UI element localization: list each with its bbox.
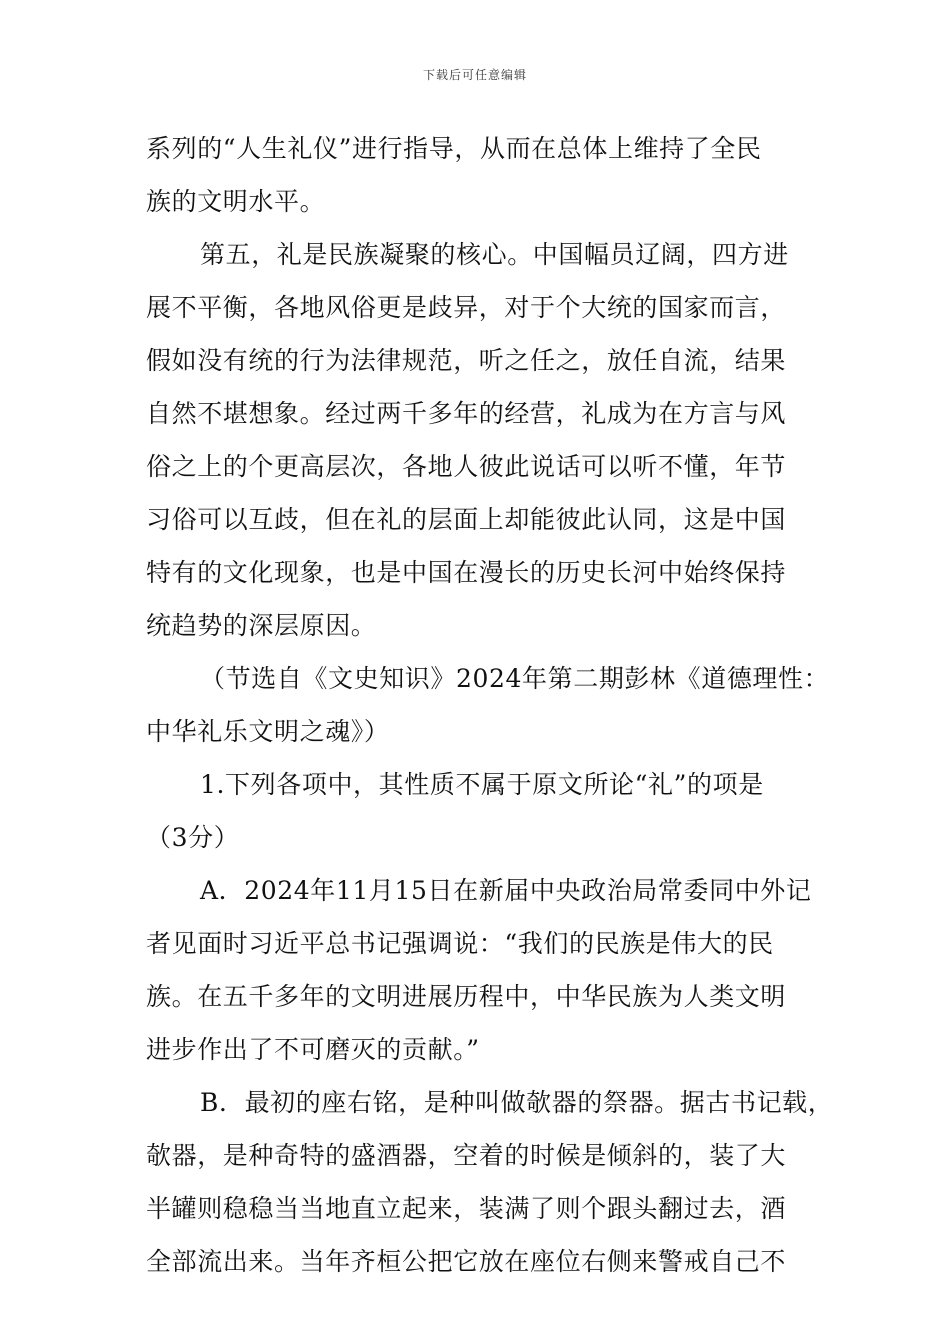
text-line: 族的文明水平。 (146, 187, 326, 216)
text-line: 统趋势的深层原因。 (146, 611, 377, 640)
document-body (146, 122, 834, 1288)
text-line: 俗之上的个更高层次，各地人彼此说话可以听不懂，年节 (146, 452, 787, 481)
text-line: 展不平衡，各地风俗更是歧异，对于个大统的国家而言， (146, 293, 787, 322)
text-line: 特有的文化现象，也是中国在漫长的历史长河中始终保持 (146, 558, 787, 587)
citation-line: 中华礼乐文明之魂》） (146, 717, 390, 746)
text-line: 假如没有统的行为法律规范，听之任之，放任自流，结果 (146, 346, 787, 375)
text-line: 自然不堪想象。经过两千多年的经营，礼成为在方言与风 (146, 399, 787, 428)
option-a-line: 者见面时习近平总书记强调说：“我们的民族是伟大的民 (146, 929, 774, 958)
option-b-line: 全部流出来。当年齐桓公把它放在座位右侧来警戒自己不 (146, 1247, 787, 1276)
citation-line: （节选自《文史知识》2024年第二期彭林《道德理性： (200, 664, 830, 693)
text-line: 系列的“人生礼仪”进行指导，从而在总体上维持了全民 (146, 134, 762, 163)
option-b-line: 半罐则稳稳当当地直立起来，装满了则个跟头翻过去，酒 (146, 1194, 787, 1223)
option-a-line: A．2024年11月15日在新届中央政治局常委同中外记 (200, 876, 812, 905)
question-line: 1.下列各项中，其性质不属于原文所论“礼”的项是 (200, 770, 764, 799)
option-a-line: 进步作出了不可磨灭的贡献。” (146, 1035, 480, 1064)
text-line: 第五，礼是民族凝聚的核心。中国幅员辽阔，四方进 (200, 240, 789, 269)
option-a-line: 族。在五千多年的文明进展历程中，中华民族为人类文明 (146, 982, 787, 1011)
text-line: 习俗可以互歧，但在礼的层面上却能彼此认同，这是中国 (146, 505, 787, 534)
option-b-line: 欹器，是种奇特的盛酒器，空着的时候是倾斜的，装了大 (146, 1141, 787, 1170)
page-header: 下载后可任意编辑 (422, 68, 527, 82)
option-b-line: B．最初的座右铭，是种叫做欹器的祭器。据古书记载， (200, 1088, 834, 1117)
question-line: （3分） (146, 823, 240, 852)
